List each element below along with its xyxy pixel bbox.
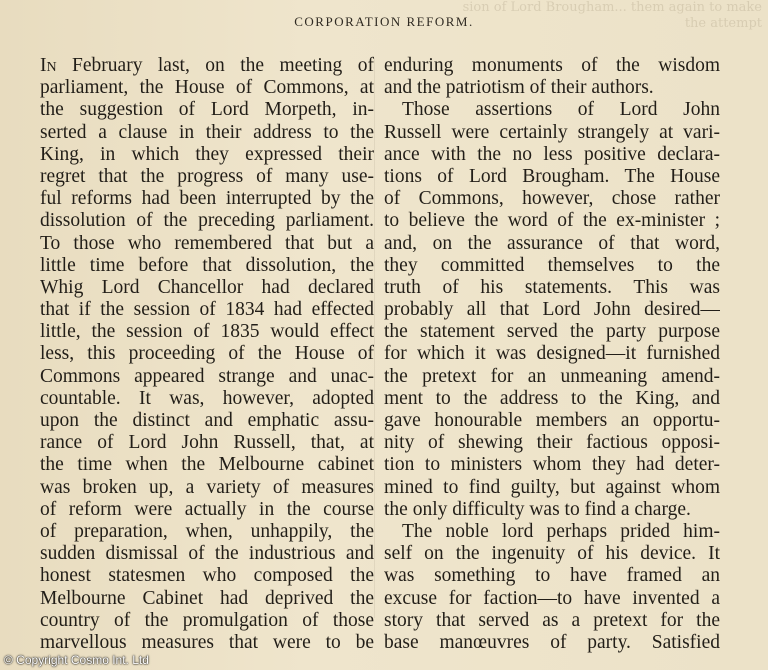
right-column [384, 55, 720, 654]
text-line: Whig Lord Chancellor had declared [40, 276, 374, 298]
text-line: little time before that dissolution, the [40, 254, 374, 276]
text-line: upon the distinct and emphatic assu- [40, 410, 374, 431]
text-line: they committed themselves to the [384, 254, 720, 276]
text-line: little, the session of 1835 would effect [40, 321, 374, 343]
copyright-watermark: © Copyright Cosmo Int. Ltd [4, 653, 149, 667]
text-line: that if the session of 1834 had effected [40, 299, 374, 321]
text-line: King, in which they expressed their [40, 143, 374, 165]
text-line: base manœuvres of party. Satisfied [384, 631, 720, 653]
text-line: ful reforms had been interrupted by the [40, 188, 374, 210]
text-line: tions of Lord Brougham. The House [384, 165, 720, 187]
text-line: excuse for faction—to have invented a [384, 587, 720, 609]
text-line: story that served as a pretext for the [384, 609, 720, 631]
text-line: tion to ministers whom they had deter- [384, 454, 720, 476]
text-line: ment to the address to the King, and [384, 387, 720, 409]
text-line: of reform were actually in the course [40, 498, 374, 520]
text-line: marvellous measures that were to be [40, 631, 374, 653]
text-line: mined to find guilty, but against whom [384, 476, 720, 498]
text-line: regret that the progress of many use- [40, 165, 374, 187]
bleed-through-text: sion of Lord Brougham... them again to make the attempt [462, 0, 762, 31]
text-line: of preparation, when, unhappily, the [40, 520, 374, 542]
text-line: nity of shewing their factious opposi- [384, 432, 720, 454]
text-line: the pretext for an unmeaning amend- [384, 365, 720, 387]
text-line: and, on the assurance of that word, [384, 232, 720, 254]
text-line: Melbourne Cabinet had deprived the [40, 587, 374, 609]
text-line: gave honourable members an opportu- [384, 410, 720, 431]
text-line: for which it was designed—it furnished [384, 343, 720, 365]
text-line: less, this proceeding of the House of [40, 343, 374, 365]
text-line: the only difficulty was to find a charge. [384, 498, 691, 520]
text-line: honest statesmen who composed the [40, 565, 374, 587]
text-line: probably all that Lord John desired— [384, 299, 720, 321]
text-line: the statement served the party purpose [384, 321, 720, 343]
column-gutter [374, 58, 375, 618]
text-line: was something to have framed an [384, 565, 720, 587]
text-line: Russell were certainly strangely at vari- [384, 121, 720, 143]
text-line: In February last, on the meeting of [40, 55, 374, 76]
text-line: truth of his statements. This was [384, 276, 720, 298]
text-line: self on the ingenuity of his device. It [384, 543, 720, 565]
text-line: ance with the no less positive declara- [384, 143, 720, 165]
text-line: dissolution of the preceding parliament. [40, 210, 374, 232]
text-line: and the patriotism of their authors. [384, 77, 654, 99]
left-column [40, 55, 374, 654]
text-line: serted a clause in their address to the [40, 121, 374, 143]
text-line: the suggestion of Lord Morpeth, in- [40, 99, 374, 121]
text-line: enduring monuments of the wisdom [384, 55, 720, 76]
text-line: rance of Lord John Russell, that, at [40, 432, 374, 454]
text-line: of Commons, however, chose rather [384, 188, 720, 210]
text-line: countable. It was, however, adopted [40, 387, 374, 409]
running-header: CORPORATION REFORM. [294, 14, 474, 29]
text-line: parliament, the House of Commons, at [40, 77, 374, 99]
text-line: was broken up, a variety of measures [40, 476, 374, 498]
text-line: The noble lord perhaps prided him- [402, 520, 720, 542]
text-line: sudden dismissal of the industrious and [40, 543, 374, 565]
text-line: country of the promulgation of those [40, 609, 374, 631]
text-line: Those assertions of Lord John [402, 99, 720, 121]
text-line: to believe the word of the ex-minister ; [384, 210, 720, 232]
text-line: the time when the Melbourne cabinet [40, 454, 374, 476]
text-line: Commons appeared strange and unac- [40, 365, 374, 387]
text-line: To those who remembered that but a [40, 232, 374, 254]
